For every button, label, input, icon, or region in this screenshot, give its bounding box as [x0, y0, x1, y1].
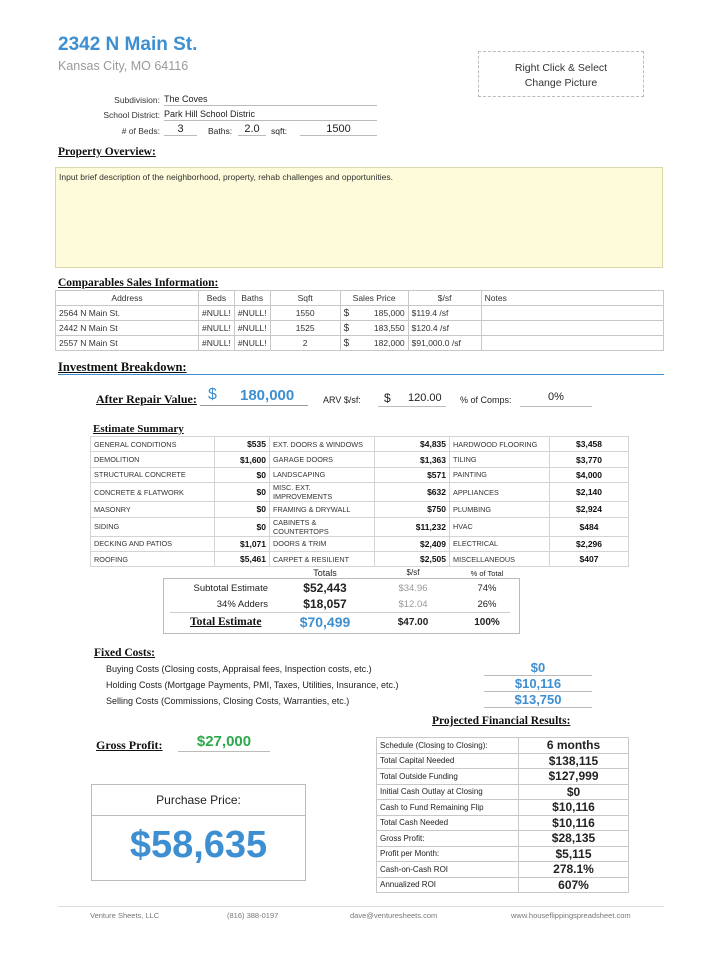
adders-sf: $12.04 — [398, 599, 428, 610]
comp-notes[interactable] — [481, 336, 663, 351]
buying-label: Buying Costs (Closing costs, Appraisal fees, Inspection costs, etc.) — [106, 664, 372, 674]
total-estimate-label: Total Estimate — [190, 616, 262, 628]
footer-website[interactable]: www.houseflippingspreadsheet.com — [511, 911, 631, 920]
comp-psf: $91,000.0 /sf — [408, 336, 481, 351]
fixed-heading: Fixed Costs: — [94, 647, 156, 659]
comp-psf: $119.4 /sf — [408, 306, 481, 321]
estimate-cost[interactable]: $4,835 — [375, 437, 450, 452]
projected-label: Cash-on-Cash ROI — [377, 862, 519, 878]
estimate-category: GENERAL CONDITIONS — [91, 437, 215, 452]
overview-heading: Property Overview: — [58, 146, 156, 158]
estimate-cost[interactable]: $2,924 — [550, 502, 629, 517]
comp-baths[interactable]: #NULL! — [234, 321, 270, 336]
projected-label: Annualized ROI — [377, 877, 519, 893]
projected-row — [377, 738, 629, 754]
comp-currency: $ — [340, 306, 365, 321]
property-address: 2342 N Main St. — [58, 34, 198, 55]
projected-value: 278.1% — [519, 862, 629, 878]
district-field[interactable]: Park Hill School Distric — [164, 109, 377, 121]
subtotal-sf: $34.96 — [398, 583, 428, 594]
totals-pct-header: % of Total — [470, 569, 504, 578]
projected-value: $138,115 — [519, 753, 629, 769]
subtotal-pct: 74% — [477, 583, 497, 594]
overview-textarea[interactable]: Input brief description of the neighborhood, property, rehab challenges and opportunities. — [55, 167, 663, 268]
projected-label: Total Cash Needed — [377, 815, 519, 831]
gross-profit-label: Gross Profit: — [96, 738, 163, 752]
projected-label: Initial Cash Outlay at Closing — [377, 784, 519, 800]
estimate-cost[interactable]: $2,505 — [375, 551, 450, 566]
comps-col-notes: Notes — [481, 291, 663, 306]
beds-label: # of Beds: — [121, 126, 160, 136]
estimate-category: GARAGE DOORS — [270, 452, 375, 467]
investment-divider — [58, 374, 664, 375]
projected-row — [377, 815, 629, 831]
projected-row — [377, 800, 629, 816]
estimate-category: DOORS & TRIM — [270, 536, 375, 551]
comp-sqft[interactable]: 1525 — [270, 321, 340, 336]
projected-row — [377, 753, 629, 769]
subdivision-label: Subdivision: — [114, 95, 160, 105]
projected-row — [377, 846, 629, 862]
footer-phone: (816) 388-0197 — [227, 911, 279, 920]
estimate-category: ROOFING — [91, 551, 215, 566]
estimate-category: PLUMBING — [450, 502, 550, 517]
estimate-row — [91, 502, 629, 517]
comp-sqft[interactable]: 2 — [270, 336, 340, 351]
estimate-cost[interactable]: $4,000 — [550, 467, 629, 482]
comps-heading: Comparables Sales Information: — [58, 277, 219, 289]
projected-value: $10,116 — [519, 800, 629, 816]
estimate-cost[interactable]: $0 — [215, 467, 270, 482]
baths-field[interactable]: 2.0 — [238, 123, 266, 136]
selling-value[interactable]: $13,750 — [484, 692, 592, 708]
estimate-row — [91, 551, 629, 566]
sqft-label: sqft: — [271, 126, 288, 136]
comp-notes[interactable] — [481, 321, 663, 336]
table-row — [56, 336, 664, 351]
arv-sf-currency: $ — [384, 391, 391, 405]
comp-notes[interactable] — [481, 306, 663, 321]
estimate-cost[interactable]: $535 — [215, 437, 270, 452]
projected-value: $28,135 — [519, 831, 629, 847]
arv-value: 180,000 — [240, 387, 295, 404]
arv-sf-value: 120.00 — [408, 392, 442, 404]
comp-address[interactable]: 2557 N Main St — [56, 336, 199, 351]
purchase-price-value: $58,635 — [91, 815, 306, 881]
estimate-category: DEMOLITION — [91, 452, 215, 467]
projected-value: 607% — [519, 877, 629, 893]
projected-row — [377, 831, 629, 847]
estimate-cost[interactable]: $1,363 — [375, 452, 450, 467]
estimate-category: FRAMING & DRYWALL — [270, 502, 375, 517]
estimate-cost[interactable]: $1,600 — [215, 452, 270, 467]
comp-currency: $ — [340, 336, 365, 351]
estimate-category: HVAC — [450, 517, 550, 536]
estimate-category: TILING — [450, 452, 550, 467]
estimate-row — [91, 437, 629, 452]
projected-row — [377, 784, 629, 800]
district-label: School District: — [103, 110, 160, 120]
subtotal-label: Subtotal Estimate — [193, 583, 268, 594]
total-estimate-value: $70,499 — [299, 614, 351, 630]
picture-hint-line2: Change Picture — [524, 77, 598, 89]
projected-row — [377, 877, 629, 893]
estimate-cost[interactable]: $2,409 — [375, 536, 450, 551]
estimate-category: EXT. DOORS & WINDOWS — [270, 437, 375, 452]
projected-value: $5,115 — [519, 846, 629, 862]
arv-sf-label: ARV $/sf: — [323, 395, 361, 405]
comp-sqft[interactable]: 1550 — [270, 306, 340, 321]
comps-col-beds: Beds — [199, 291, 235, 306]
estimate-category: CABINETS & COUNTERTOPS — [270, 517, 375, 536]
total-estimate-pct: 100% — [474, 617, 500, 628]
totals-divider — [170, 612, 510, 613]
adders-pct: 26% — [477, 599, 497, 610]
comp-address[interactable]: 2564 N Main St. — [56, 306, 199, 321]
baths-label: Baths: — [208, 126, 233, 136]
totals-col-header: Totals — [313, 568, 337, 578]
gross-profit-value[interactable]: $27,000 — [178, 733, 270, 752]
comps-table — [55, 290, 664, 351]
comp-beds[interactable]: #NULL! — [199, 321, 235, 336]
projected-table — [376, 737, 629, 893]
footer-divider — [58, 906, 664, 907]
projected-label: Total Outside Funding — [377, 769, 519, 785]
comps-pct-field: 0% — [520, 391, 592, 407]
estimate-cost[interactable]: $5,461 — [215, 551, 270, 566]
picture-hint-line1: Right Click & Select — [514, 62, 608, 74]
estimate-category: HARDWOOD FLOORING — [450, 437, 550, 452]
projected-value: $127,999 — [519, 769, 629, 785]
estimate-table — [90, 436, 629, 567]
comp-beds[interactable]: #NULL! — [199, 306, 235, 321]
estimate-category: LANDSCAPING — [270, 467, 375, 482]
estimate-category: MASONRY — [91, 502, 215, 517]
property-picture-placeholder[interactable] — [478, 51, 644, 97]
arv-field[interactable] — [200, 386, 308, 406]
comps-col-baths: Baths — [234, 291, 270, 306]
estimate-category: MISC. EXT. IMPROVEMENTS — [270, 483, 375, 502]
estimate-category: ELECTRICAL — [450, 536, 550, 551]
subtotal-value: $52,443 — [303, 581, 347, 595]
projected-label: Profit per Month: — [377, 846, 519, 862]
projected-label: Total Capital Needed — [377, 753, 519, 769]
holding-label: Holding Costs (Mortgage Payments, PMI, Taxes, Utilities, Insurance, etc.) — [106, 680, 399, 690]
estimate-cost[interactable]: $3,770 — [550, 452, 629, 467]
estimate-cost[interactable]: $632 — [375, 483, 450, 502]
estimate-category: PAINTING — [450, 467, 550, 482]
adders-value: $18,057 — [303, 597, 347, 611]
projected-label: Cash to Fund Remaining Flip — [377, 800, 519, 816]
projected-value: $10,116 — [519, 815, 629, 831]
estimate-cost[interactable]: $2,140 — [550, 483, 629, 502]
subdivision-field[interactable]: The Coves — [164, 94, 377, 106]
estimate-category: STRUCTURAL CONCRETE — [91, 467, 215, 482]
estimate-category: CARPET & RESILIENT — [270, 551, 375, 566]
totals-sf-header: $/sf — [406, 568, 420, 577]
comp-price[interactable]: 182,000 — [365, 336, 408, 351]
comp-beds[interactable]: #NULL! — [199, 336, 235, 351]
estimate-row — [91, 483, 629, 502]
estimate-category: SIDING — [91, 517, 215, 536]
table-row — [56, 321, 664, 336]
footer-email[interactable]: dave@venturesheets.com — [350, 911, 438, 920]
estimate-cost[interactable]: $407 — [550, 551, 629, 566]
projected-value: $0 — [519, 784, 629, 800]
estimate-cost[interactable]: $0 — [215, 517, 270, 536]
estimate-cost[interactable]: $1,071 — [215, 536, 270, 551]
comp-address[interactable]: 2442 N Main St — [56, 321, 199, 336]
estimate-row — [91, 536, 629, 551]
estimate-cost[interactable]: $0 — [215, 483, 270, 502]
comp-baths[interactable]: #NULL! — [234, 336, 270, 351]
purchase-price-label: Purchase Price: — [91, 784, 306, 816]
estimate-category: APPLIANCES — [450, 483, 550, 502]
projected-row — [377, 769, 629, 785]
selling-label: Selling Costs (Commissions, Closing Costs, Warranties, etc.) — [106, 696, 350, 706]
sqft-field[interactable]: 1500 — [300, 123, 377, 136]
beds-field[interactable]: 3 — [164, 123, 197, 136]
property-city: Kansas City, MO 64116 — [58, 59, 189, 73]
comps-pct-label: % of Comps: — [460, 395, 512, 405]
investment-heading: Investment Breakdown: — [58, 360, 187, 374]
comp-price[interactable]: 183,550 — [365, 321, 408, 336]
table-row — [56, 306, 664, 321]
arv-sf-field — [378, 391, 446, 407]
estimate-row — [91, 517, 629, 536]
estimate-cost[interactable]: $571 — [375, 467, 450, 482]
estimate-cost[interactable]: $11,232 — [375, 517, 450, 536]
estimate-cost[interactable]: $484 — [550, 517, 629, 536]
estimate-cost[interactable]: $0 — [215, 502, 270, 517]
estimate-category: CONCRETE & FLATWORK — [91, 483, 215, 502]
comp-baths[interactable]: #NULL! — [234, 306, 270, 321]
projected-label: Gross Profit: — [377, 831, 519, 847]
comp-psf: $120.4 /sf — [408, 321, 481, 336]
estimate-category: MISCELLANEOUS — [450, 551, 550, 566]
estimate-category: DECKING AND PATIOS — [91, 536, 215, 551]
estimate-cost[interactable]: $2,296 — [550, 536, 629, 551]
comps-col-psf: $/sf — [408, 291, 481, 306]
estimate-cost[interactable]: $750 — [375, 502, 450, 517]
total-estimate-sf: $47.00 — [397, 617, 429, 628]
projected-value[interactable]: 6 months — [519, 738, 629, 754]
comps-col-price: Sales Price — [340, 291, 408, 306]
buying-value[interactable]: $0 — [484, 660, 592, 676]
comps-col-sqft: Sqft — [270, 291, 340, 306]
projected-heading: Projected Financial Results: — [432, 715, 571, 727]
projected-label: Schedule (Closing to Closing): — [377, 738, 519, 754]
footer-company: Venture Sheets, LLC — [90, 911, 160, 920]
projected-row — [377, 862, 629, 878]
estimate-cost[interactable]: $3,458 — [550, 437, 629, 452]
arv-label: After Repair Value: — [96, 392, 197, 406]
comp-currency: $ — [340, 321, 365, 336]
estimate-row — [91, 467, 629, 482]
holding-value[interactable]: $10,116 — [484, 676, 592, 692]
arv-currency: $ — [208, 386, 217, 403]
estimate-row — [91, 452, 629, 467]
comps-col-address: Address — [56, 291, 199, 306]
estimate-heading: Estimate Summary — [93, 423, 184, 435]
comps-header-row — [56, 291, 664, 306]
comp-price[interactable]: 185,000 — [365, 306, 408, 321]
adders-label: 34% Adders — [216, 599, 268, 610]
